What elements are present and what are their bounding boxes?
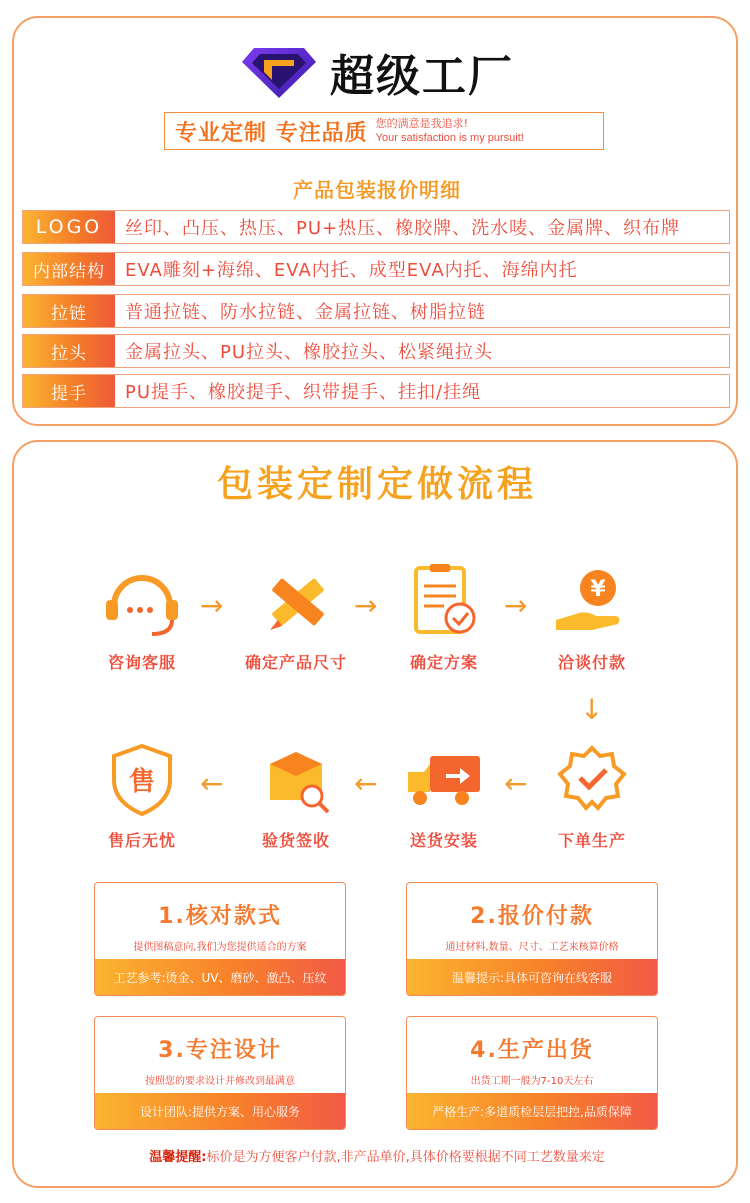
card-title: 2.报价付款 [470, 904, 594, 929]
card-check-style [94, 882, 346, 996]
footer-warn: 温馨提醒: [149, 1150, 207, 1165]
process-panel [12, 440, 738, 1188]
arrow-left-icon: ← [504, 767, 528, 800]
option-label: LOGO [23, 211, 115, 243]
brand-header [14, 42, 740, 102]
card-bar: 严格生产:多道质检层层把控,品质保障 [407, 1093, 657, 1129]
card-desc: 按照您的要求设计并修改到最满意 [145, 1076, 295, 1087]
step-delivery [374, 742, 514, 851]
flow-title: 包装定制定做流程 [216, 464, 537, 505]
option-row-puller [22, 334, 730, 368]
card-title: 4.生产出货 [470, 1038, 594, 1063]
card-desc: 提供图稿意向,我们为您提供适合的方案 [133, 942, 307, 953]
card-bar: 设计团队:提供方案、用心服务 [95, 1093, 345, 1129]
step-label: 确定方案 [409, 653, 478, 672]
arrow-right-icon: → [354, 589, 378, 622]
diamond-logo-icon [240, 44, 318, 100]
option-value: 金属拉头、PU拉头、橡胶拉头、松紧绳拉头 [125, 342, 494, 363]
card-desc: 出货工期一般为7-10天左右 [470, 1076, 594, 1087]
step-label: 确定产品尺寸 [244, 653, 347, 672]
step-plan [374, 564, 514, 673]
card-bar: 温馨提示:具体可咨询在线客服 [407, 959, 657, 995]
document-check-icon [404, 564, 484, 640]
option-label: 提手 [23, 375, 115, 407]
step-produce [522, 742, 662, 851]
step-receive [226, 742, 366, 851]
option-row-zipper [22, 294, 730, 328]
step-payment [522, 564, 662, 673]
option-value: EVA雕刻+海绵、EVA内托、成型EVA内托、海绵内托 [125, 260, 578, 281]
shield-sale-icon [102, 742, 182, 818]
card-bar: 工艺参考:烫金、UV、磨砂、激凸、压纹 [95, 959, 345, 995]
svg-text:¥: ¥ [590, 577, 606, 602]
options-title: 产品包装报价明细 [293, 178, 461, 202]
step-aftersale [72, 742, 212, 851]
option-row-logo [22, 210, 730, 244]
option-value: 普通拉链、防水拉链、金属拉链、树脂拉链 [125, 302, 486, 323]
badge-check-icon [552, 742, 632, 818]
slogan-box [164, 112, 604, 150]
option-value: PU提手、橡胶提手、织带提手、挂扣/挂绳 [125, 382, 482, 403]
option-label: 内部结构 [23, 253, 115, 285]
slogan-sub-cn: 您的满意是我追求! [375, 117, 469, 130]
card-desc: 通过材料,数量、尺寸、工艺来核算价格 [445, 942, 619, 953]
brand-name: 超级工厂 [330, 51, 514, 102]
step-label: 咨询客服 [107, 653, 176, 672]
arrow-left-icon: ← [354, 767, 378, 800]
footer-note [14, 1146, 740, 1165]
slogan-sub [376, 117, 524, 145]
arrow-right-icon: → [200, 589, 224, 622]
step-label: 售后无忧 [107, 831, 176, 850]
arrow-right-icon: → [504, 589, 528, 622]
step-label: 验货签收 [261, 831, 330, 850]
option-row-structure [22, 252, 730, 286]
card-quote-pay [406, 882, 658, 996]
footer-text: 标价是为方便客户付款,非产品单价,具体价格要根据不同工艺数量来定 [206, 1150, 605, 1165]
arrow-left-icon: ← [200, 767, 224, 800]
option-value: 丝印、凸压、热压、PU+热压、橡胶牌、洗水唛、金属牌、织布牌 [125, 218, 681, 239]
pricing-panel [12, 16, 738, 426]
yen-hand-icon [552, 564, 632, 640]
step-consult [72, 564, 212, 673]
step-label: 洽谈付款 [557, 653, 626, 672]
headset-icon [102, 564, 182, 640]
card-title: 1.核对款式 [158, 904, 282, 929]
card-title: 3.专注设计 [158, 1038, 282, 1063]
arrow-down-icon: ↓ [580, 693, 604, 726]
step-size [226, 564, 366, 673]
svg-text:售: 售 [128, 767, 156, 797]
step-label: 下单生产 [557, 831, 626, 850]
ruler-pencil-icon [256, 564, 336, 640]
step-label: 送货安装 [409, 831, 478, 850]
option-label: 拉头 [23, 335, 115, 367]
box-search-icon [256, 742, 336, 818]
truck-icon [404, 742, 484, 818]
card-design [94, 1016, 346, 1130]
option-row-handle [22, 374, 730, 408]
card-ship [406, 1016, 658, 1130]
slogan-sub-en: Your satisfaction is my pursuit! [375, 132, 524, 144]
slogan-main: 专业定制 专注品质 [175, 120, 368, 146]
option-label: 拉链 [23, 295, 115, 327]
